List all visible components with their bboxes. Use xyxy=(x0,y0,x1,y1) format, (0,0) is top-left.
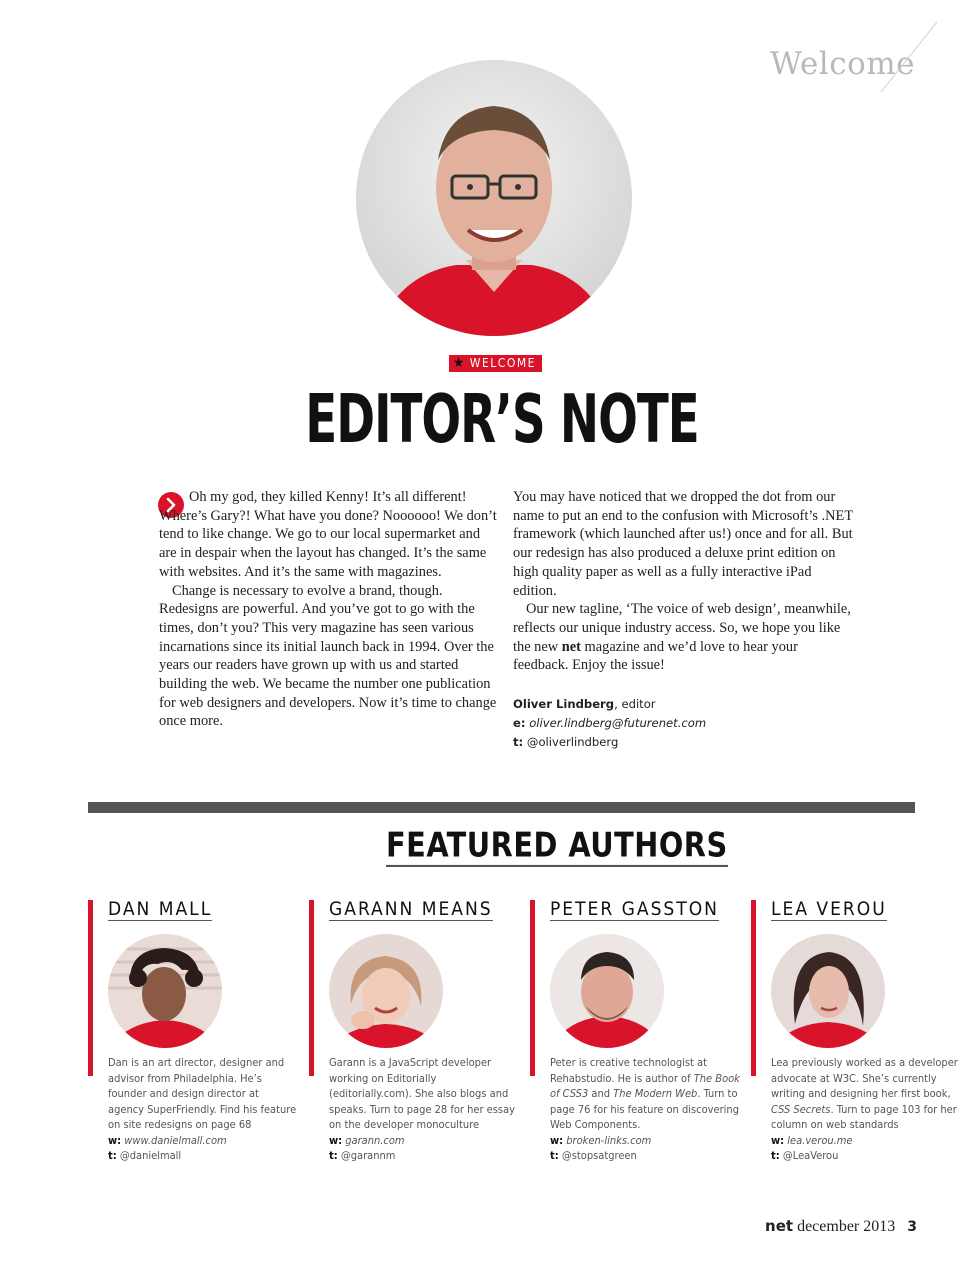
editor-name: Oliver Lindberg xyxy=(513,697,615,711)
editor-portrait xyxy=(356,60,632,336)
author-photo xyxy=(550,934,664,1048)
editor-signoff: Oliver Lindberg, editor e: oliver.lindberg@futurenet.com t: @oliverlindberg xyxy=(513,697,707,749)
corner-decoration xyxy=(879,20,939,100)
book-title: The Modern Web xyxy=(613,1087,698,1100)
author-bio: Lea previously worked as a developer advocate at W3C. She’s currently writing and designing her first book, CSS Secrets. Turn to page 103 for her column on web standards w: lea.verou.me t: @LeaVerou xyxy=(771,1056,958,1162)
book-title: The Book of CSS3 xyxy=(550,1071,740,1100)
author-website-link[interactable]: www.danielmall.com xyxy=(124,1133,227,1147)
editor-email-link[interactable]: oliver.lindberg@futurenet.com xyxy=(529,716,707,730)
author-bio: Dan is an art director, designer and advisor from Philadelphia. He’s founder and design director at agency SuperFriendly. Find his feature on site redesigns on page 68 w: www.danielmall.com t: @danielmall xyxy=(108,1056,297,1162)
issue-date: december 2013 xyxy=(797,1218,896,1235)
article-paragraph: Oh my god, they killed Kenny! It’s all different! Where’s Gary?! What have you done? Noooooo! We don’t tend to like change. We go to our local supermarket and are in despair when the layout has changed. It’s the same with websites. And it’s the same with magazines. xyxy=(159,489,497,580)
editor-twitter-link[interactable]: @oliverlindberg xyxy=(526,735,619,749)
author-bio: Garann is a JavaScript developer working on Editorially (editorially.com). She also blogs and speaks. Turn to page 28 for her essay on the developer monoculture w: garann.com t: @garannm xyxy=(329,1056,516,1162)
brand-logo-text: net xyxy=(765,1217,794,1235)
author-photo xyxy=(329,934,443,1048)
article-paragraph: Our new tagline, ‘The voice of web design’, meanwhile, reflects our unique industry access. So, we hope you like the new net magazine and we’d love to hear your feedback. Enjoy the issue! xyxy=(513,601,851,674)
book-title: CSS Secrets xyxy=(771,1102,831,1116)
author-twitter-link[interactable]: @LeaVerou xyxy=(782,1149,839,1162)
section-divider xyxy=(88,802,915,813)
author-name: LEA VEROU xyxy=(771,898,887,920)
author-name: GARANN MEANS xyxy=(329,898,493,920)
page-number: 3 xyxy=(907,1219,917,1235)
author-twitter-link[interactable]: @stopsatgreen xyxy=(561,1149,637,1162)
author-bio: Peter is creative technologist at Rehabstudio. He is author of The Book of CSS3 and The Modern Web. Turn to page 76 for his feature on discovering Web Components. w: broken-links.com t: @stopsatgreen xyxy=(550,1056,740,1162)
author-photo xyxy=(108,934,222,1048)
author-name: DAN MALL xyxy=(108,898,213,920)
page-title: EDITOR’S NOTE xyxy=(305,382,699,459)
welcome-tag xyxy=(449,355,542,372)
brand-name: net xyxy=(561,638,581,655)
page-folio xyxy=(765,1217,917,1236)
article-paragraph: You may have noticed that we dropped the dot from our name to put an end to the confusion with Microsoft’s .NET framework (which launched after us!) once and for all. But our redesign has also produced a deluxe print edition on high quality paper as well as a fully interactive iPad edition. xyxy=(513,489,853,599)
author-website-link[interactable]: lea.verou.me xyxy=(787,1133,853,1147)
author-name: PETER GASSTON xyxy=(550,898,719,920)
star-icon: ★ xyxy=(453,355,466,371)
author-website-link[interactable]: garann.com xyxy=(345,1133,405,1147)
article-paragraph: Change is necessary to evolve a brand, though. Redesigns are powerful. And you’ve got to go with the times, don’t you? This very magazine has seen various incarnations since its initial launch back in 1994. Over the years our readers have grown up with us and started building the web. We became the number one publication for web designers and developers. Now it’s time to change once more. xyxy=(159,582,497,730)
featured-authors-title: FEATURED AUTHORS xyxy=(386,825,728,867)
article-column-left xyxy=(159,488,501,731)
author-website-link[interactable]: broken-links.com xyxy=(566,1133,652,1147)
section-label: Welcome xyxy=(770,46,915,82)
article-column-right xyxy=(513,488,853,675)
author-twitter-link[interactable]: @garannm xyxy=(340,1149,396,1162)
author-photo xyxy=(771,934,885,1048)
welcome-tag-label: WELCOME xyxy=(469,356,536,370)
author-twitter-link[interactable]: @danielmall xyxy=(119,1149,182,1162)
